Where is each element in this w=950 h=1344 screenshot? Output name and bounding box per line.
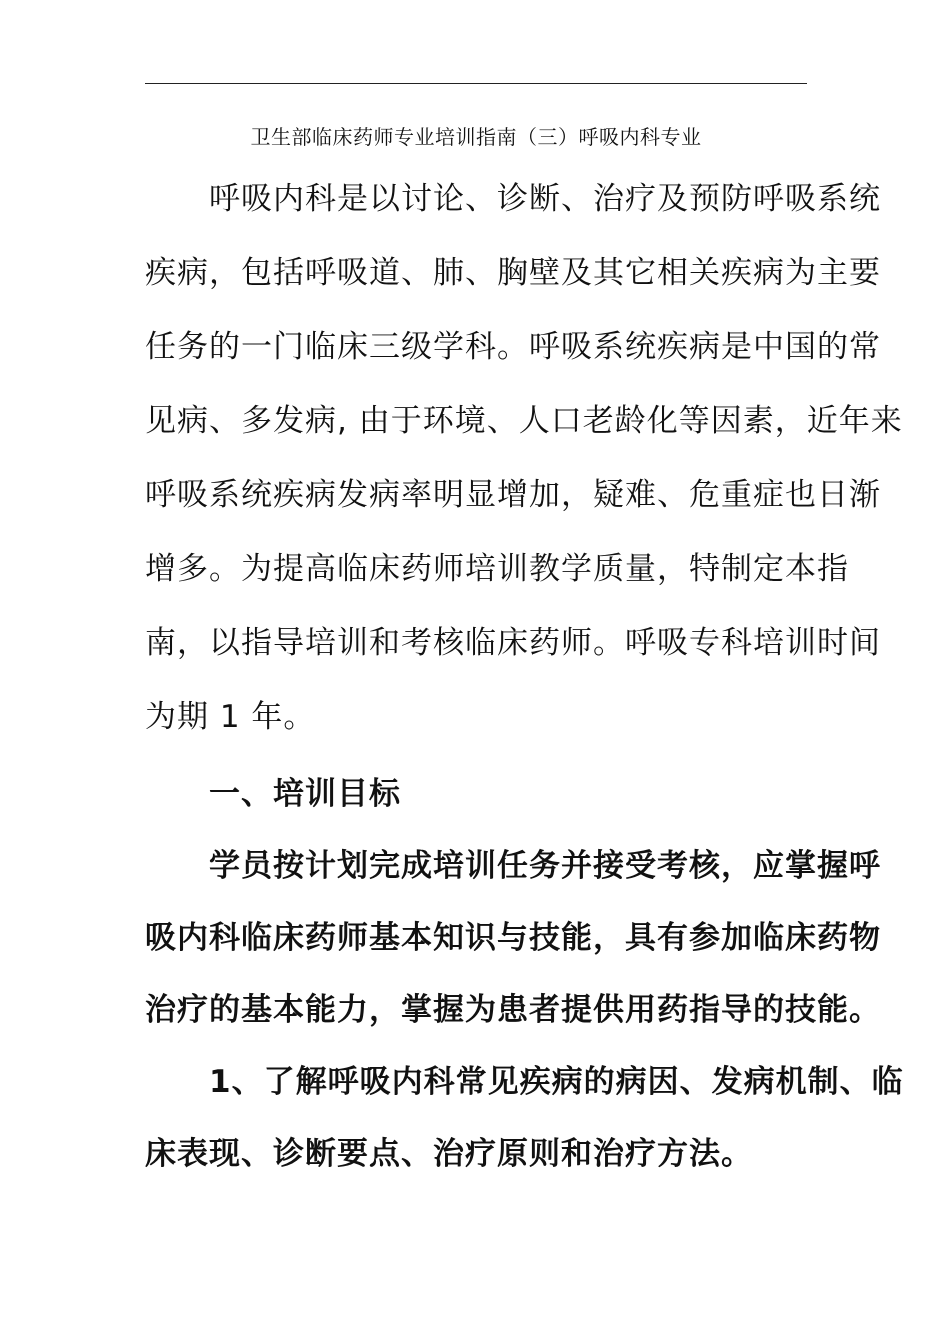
paragraph-line: 呼吸系统疾病发病率明显增加，疑难、危重症也日渐	[145, 477, 881, 513]
item-1-paragraph	[145, 1047, 905, 1191]
paragraph-line: 见病、多发病, 由于环境、人口老龄化等因素，近年来	[145, 403, 903, 439]
paragraph-line: 治疗的基本能力，掌握为患者提供用药指导的技能。	[145, 992, 881, 1028]
paragraph-line: 增多。为提高临床药师培训教学质量，特制定本指	[145, 551, 849, 587]
paragraph-line: 南，以指导培训和考核临床药师。呼吸专科培训时间	[145, 625, 881, 661]
document-body	[145, 167, 905, 1191]
paragraph-line: 吸内科临床药师基本知识与技能，具有参加临床药物	[145, 920, 881, 956]
intro-paragraph	[145, 167, 905, 759]
paragraph-line: 任务的一门临床三级学科。呼吸系统疾病是中国的常	[145, 329, 881, 365]
section-heading: 一、培训目标	[209, 776, 401, 812]
paragraph-line: 为期 1 年。	[145, 699, 316, 735]
paragraph-line: 床表现、诊断要点、治疗原则和治疗方法。	[145, 1136, 753, 1172]
paragraph-line: 学员按计划完成培训任务并接受考核，应掌握呼	[209, 848, 881, 884]
paragraph-line: 1、了解呼吸内科常见疾病的病因、发病机制、临	[209, 1064, 904, 1100]
goal-paragraph	[145, 831, 905, 1047]
paragraph-line: 呼吸内科是以讨论、诊断、治疗及预防呼吸系统	[209, 181, 881, 217]
paragraph-line: 疾病，包括呼吸道、肺、胸壁及其它相关疾病为主要	[145, 255, 881, 291]
header-rule	[145, 83, 807, 84]
page-header-title: 卫生部临床药师专业培训指南（三）呼吸内科专业	[250, 125, 702, 149]
